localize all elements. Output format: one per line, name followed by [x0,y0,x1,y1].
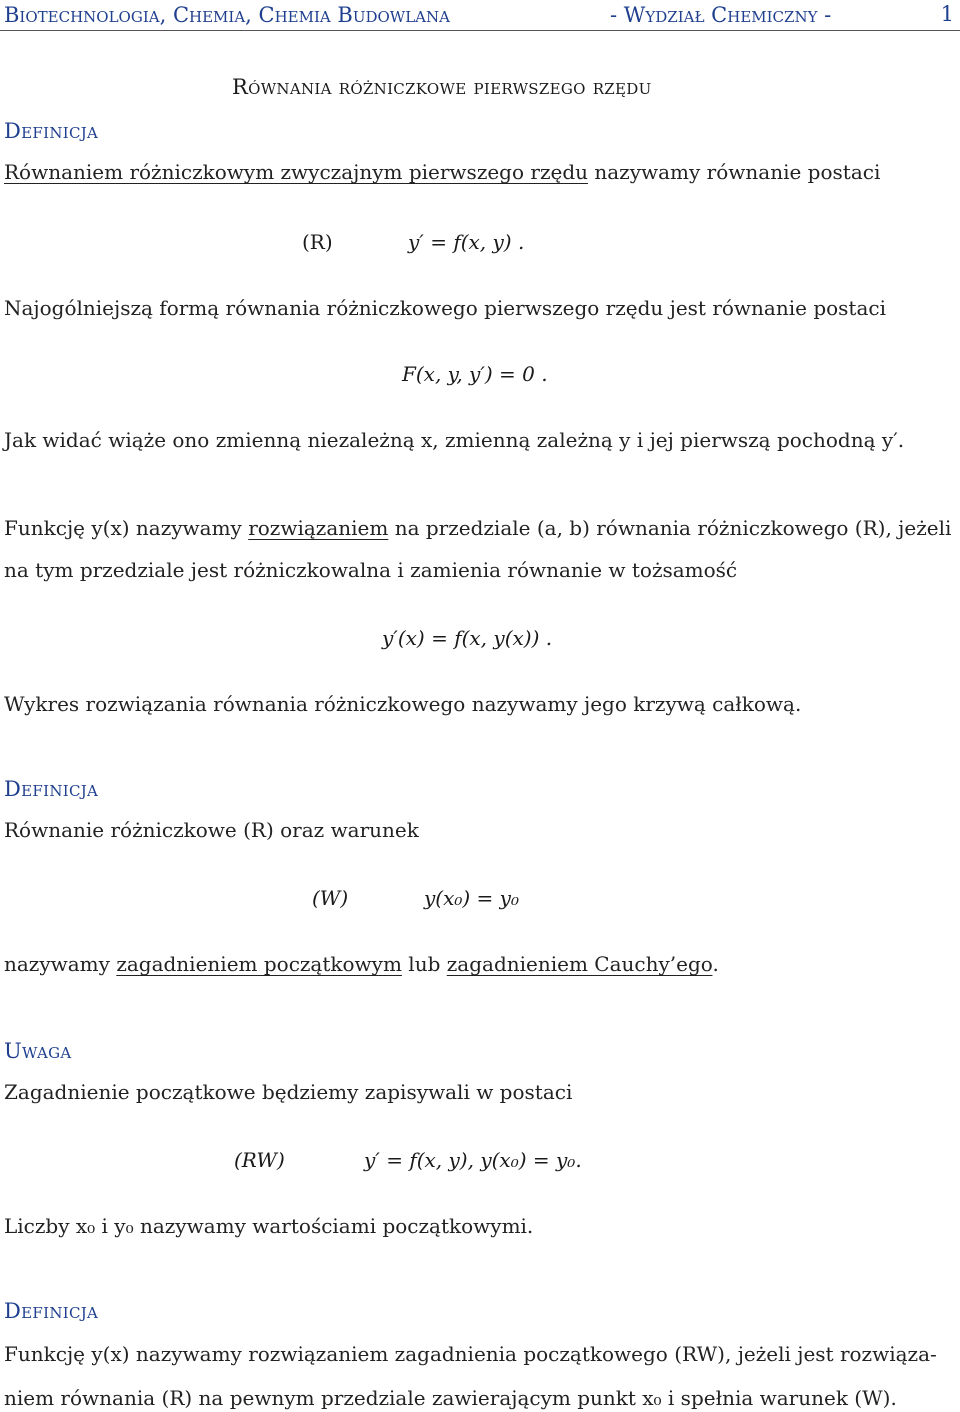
note-heading: Uwaga [4,1039,72,1063]
running-header-left: Biotechnologia, Chemia, Chemia Budowlana [4,3,450,27]
definition-heading-2: Definicja [4,777,99,801]
definition-2-text: Równanie różniczkowe (R) oraz warunek [4,818,419,842]
initial-value-problem-equation: y′ = f(x, y), y(x₀) = y₀. [364,1148,582,1172]
initial-condition-equation: y(x₀) = y₀ [424,886,519,910]
definition-1-text [4,160,880,184]
ivp-text-a: nazywamy [4,952,110,976]
identity-equation: y′(x) = f(x, y(x)) . [382,626,553,650]
ivp-text-b: lub [408,952,441,976]
definition-heading-1: Definicja [4,119,99,143]
section-title: Równania różniczkowe pierwszego rzędu [232,75,652,99]
equation-label-w: (W) [312,886,349,910]
page-number: 1 [940,2,954,26]
running-header-right: - Wydział Chemiczny - [610,3,832,27]
ivp-text-c: . [712,952,719,976]
initial-values-text: Liczby x₀ i y₀ nazywamy wartościami początkowymi. [4,1214,534,1238]
definition-heading-3: Definicja [4,1299,99,1323]
definition-1-text-rest: nazywamy równanie postaci [594,160,881,184]
variables-text: Jak widać wiąże ono zmienną niezależną x, zmienną zależną y i jej pierwszą pochodną y′. [4,428,905,452]
note-text: Zagadnienie początkowe będziemy zapisywali w postaci [4,1080,573,1104]
defined-term-ode: Równaniem różniczkowym zwyczajnym pierwszego rzędu [4,160,589,184]
definition-3-line-2: niem równania (R) na pewnym przedziale zawierającym punkt x₀ i spełnia warunek (W). [4,1386,897,1410]
general-form-text: Najogólniejszą formą równania różniczkowego pierwszego rzędu jest równanie postaci [4,296,886,320]
equation-r: y′ = f(x, y) . [408,230,525,254]
defined-term-cauchy-problem: zagadnieniem Cauchy’ego [446,952,713,976]
general-form-equation: F(x, y, y′) = 0 . [402,362,548,386]
defined-term-initial-problem: zagadnieniem początkowym [116,952,402,976]
definition-3-line-1: Funkcję y(x) nazywamy rozwiązaniem zagadnienia początkowego (RW), jeżeli jest rozwiąza- [4,1342,937,1366]
solution-text-b: na przedziale (a, b) równania różniczkowego (R), jeżeli [394,516,952,540]
solution-definition-line-1 [4,516,951,540]
initial-value-problem-text [4,952,719,976]
solution-definition-line-2: na tym przedziale jest różniczkowalna i zamienia równanie w tożsamość [4,558,738,582]
header-rule [0,30,960,31]
equation-label-r: (R) [302,230,333,254]
solution-text-a: Funkcję y(x) nazywamy [4,516,242,540]
defined-term-solution: rozwiązaniem [248,516,389,540]
integral-curve-text: Wykres rozwiązania równania różniczkowego nazywamy jego krzywą całkową. [4,692,802,716]
equation-label-rw: (RW) [234,1148,285,1172]
